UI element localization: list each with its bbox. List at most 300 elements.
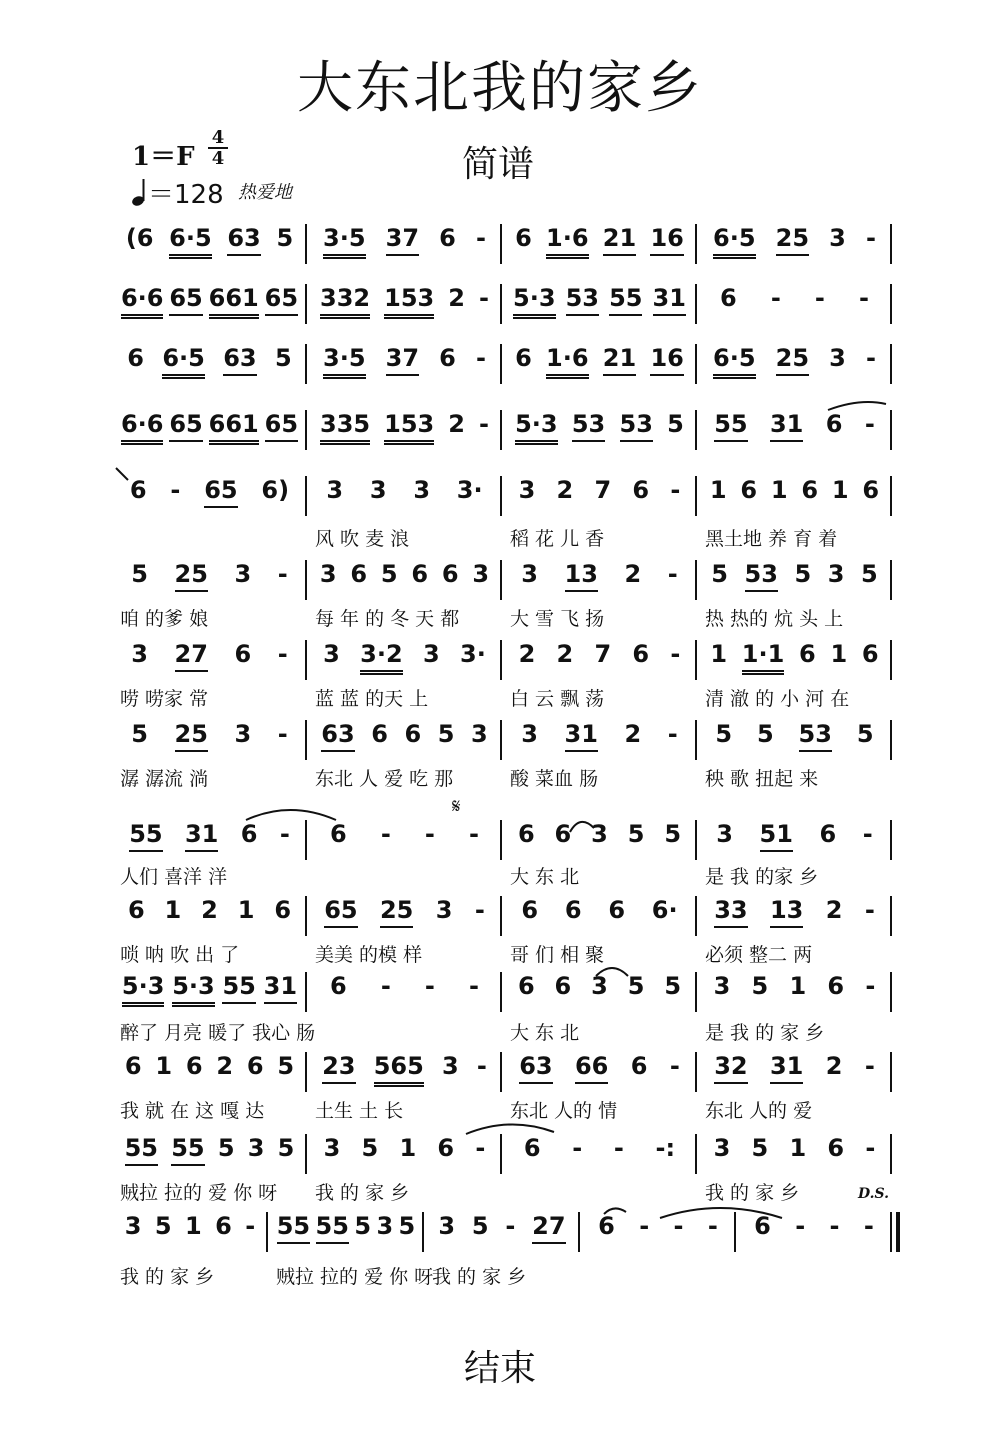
note: 2 [216,1052,234,1080]
note: - [795,1212,806,1240]
note: 21 [603,222,636,256]
note: 6 [234,640,252,668]
barline [305,284,307,324]
note: - [478,284,489,312]
note: 6·6 [121,408,164,445]
note: - [865,344,876,372]
note: 1 [155,1052,173,1080]
note: 27 [532,1210,565,1244]
note: 5 [794,560,812,588]
barline [500,896,502,936]
lyric-phrase: 大 东 北 [510,1022,580,1044]
lyric-phrase: 风 吹 麦 浪 [315,528,410,550]
end-label: 结束 [463,1348,536,1389]
note: - [858,284,869,312]
note: 53 [572,408,605,442]
lyric-phrase: 清 澈 的 小 河 在 [705,688,850,710]
note: 6 [632,476,650,504]
measure [508,408,691,452]
note: 1 [789,972,807,1000]
note: (6 [125,224,154,252]
barline [305,1052,307,1092]
note: 6 [608,896,626,924]
measure [703,894,886,938]
lyric-phrase: 必须 整二 两 [705,944,813,966]
note: 3 [323,640,340,668]
note: - [865,224,876,252]
note: 23 [322,1050,355,1084]
time-signature-bottom: 4 [211,148,225,169]
lyric-phrase: 潺 潺流 淌 [120,768,209,790]
note: 53 [620,408,653,442]
lyric-phrase: 我 的 家 乡 [705,1182,800,1204]
lyric-phrase: 是 我 的家 乡 [705,866,819,888]
note: 2 [556,640,574,668]
note: 6 [437,1134,455,1162]
note: 3 [423,640,440,668]
measure [313,894,496,938]
note: 5 [627,820,645,848]
barline [695,410,697,450]
note: 2 [624,560,642,588]
note: 6 [523,1134,541,1162]
barline [695,896,697,936]
barline [422,1212,424,1252]
note: - [669,1052,680,1080]
note: 3 [413,476,431,504]
note: - [475,224,486,252]
notation-row [112,894,892,938]
note: 5 [131,560,148,588]
note: 3· [460,640,486,668]
barline [500,344,502,384]
note: 6 [799,640,816,668]
barline [890,720,892,760]
lyrics-row [112,862,892,888]
note: 5 [667,410,684,438]
note: 335 [320,408,370,445]
barline [695,1134,697,1174]
notation-row [112,282,892,326]
note: 5 [751,1134,769,1162]
note: 661 [209,408,259,445]
note: 31 [565,718,598,752]
note: - [170,476,181,504]
measure [703,342,886,386]
note: 5 [715,720,733,748]
note: - [478,410,489,438]
note: 6·5 [162,342,205,379]
note: 3 [591,820,608,848]
note: 1 [831,476,849,504]
note: - [277,720,288,748]
note: 6 [517,820,535,848]
note: 6 [124,1052,142,1080]
barline [305,560,307,600]
note: 3 [827,560,845,588]
lyric-phrase: 热 热的 炕 头 上 [705,608,844,630]
note: 5 [751,972,769,1000]
note: 2 [825,896,843,924]
measure [313,970,496,1014]
note: 565 [374,1050,424,1087]
notation-row [112,970,892,1014]
note: - [474,896,485,924]
note: 3 [435,896,453,924]
note: 5 [131,720,148,748]
note: 6 [240,820,258,848]
note: 153 [384,408,434,445]
note: 63 [321,718,354,752]
measure [742,1210,886,1254]
lyrics-row [112,604,892,630]
measure [430,1210,574,1254]
measure [118,1210,262,1254]
note: 1 [709,476,727,504]
lyric-phrase: 蓝 蓝 的天 上 [315,688,429,710]
measure [118,222,301,266]
note: 6 [215,1212,232,1240]
measure [313,1132,496,1176]
barline [305,972,307,1012]
time-signature [206,128,230,168]
measure [118,818,301,862]
lyric-phrase: 东北 人的 爱 [705,1100,813,1122]
measure [508,970,691,1014]
final-barline [890,1212,900,1252]
lyric-phrase: 酸 菜血 肠 [510,768,599,790]
measure [313,718,496,762]
note: 6·5 [713,342,756,379]
lyric-phrase: 人们 喜洋 洋 [120,866,228,888]
note: - [639,1212,650,1240]
note: 5 [361,1134,379,1162]
lyric-phrase: 我 的 家 乡 [432,1266,527,1288]
notation-row [112,1050,892,1094]
note: 1 [789,1134,807,1162]
note: 16 [650,222,683,256]
note: 6 [330,820,347,848]
note: - [864,1052,875,1080]
note: 5 [380,560,398,588]
note: - [468,972,479,1000]
note: 3·5 [323,342,366,379]
lyric-phrase: 东北 人的 情 [510,1100,618,1122]
note: 2 [624,720,642,748]
note: - [468,820,479,848]
barline [500,1052,502,1092]
lyric-phrase: 稻 花 儿 香 [510,528,605,550]
notation-row [112,222,892,266]
note: 6 [720,284,737,312]
note: 6 [274,896,292,924]
measure [313,1050,496,1094]
note: 32 [714,1050,747,1084]
measure [118,342,301,386]
note: 2 [448,410,465,438]
note: 2 [448,284,465,312]
notation-row [112,638,892,682]
measure [274,1210,418,1254]
note: 5 [756,720,774,748]
barline [890,560,892,600]
note: -: [655,1134,676,1162]
note: 3· [456,476,483,504]
note: 3 [323,1134,341,1162]
lyric-phrase: 我 的 家 乡 [315,1182,410,1204]
measure [703,970,886,1014]
note: 2 [825,1052,843,1080]
note: 661 [209,282,259,319]
note: 6 [350,560,368,588]
note: 7 [594,640,612,668]
measure [703,1050,886,1094]
barline [890,1052,892,1092]
note: 6 [129,476,147,504]
note: 6 [862,476,880,504]
barline [305,896,307,936]
barline [695,344,697,384]
note: 3·2 [360,638,403,675]
barline [305,820,307,860]
note: 25 [175,558,208,592]
measure [313,474,496,518]
note: - [864,896,875,924]
measure [118,718,301,762]
measure [118,474,301,518]
barline [890,640,892,680]
notation-row [112,474,892,518]
note: 63 [519,1050,552,1084]
note: 5 [856,720,874,748]
note: 6 [515,344,532,372]
lyric-phrase: 唢 呐 吹 出 了 [120,944,240,966]
notation-row [112,558,892,602]
note: - [424,972,435,1000]
barline [890,820,892,860]
note: 3 [716,820,733,848]
note: 3 [442,1052,459,1080]
barline [305,344,307,384]
note: 3 [521,720,538,748]
note: 2 [518,640,536,668]
note: 1·1 [742,638,785,675]
note: 3 [470,720,488,748]
note: 3 [472,560,490,588]
note: 6 [521,896,539,924]
note: - [863,1212,874,1240]
note: 6 [517,972,535,1000]
barline [734,1212,736,1252]
barline [695,972,697,1012]
note: 55 [277,1210,310,1244]
note: 5·3 [172,970,215,1007]
lyric-phrase: 咱 的爹 娘 [120,608,209,630]
barline [890,224,892,264]
note: 16 [650,342,683,376]
measure [313,342,496,386]
note: 3 [319,560,337,588]
note: - [814,284,825,312]
barline [695,224,697,264]
barline [500,476,502,516]
lyrics-row [112,1096,892,1122]
barline [500,820,502,860]
lyric-phrase: 黑土地 养 育 着 [705,528,838,550]
note: 6 [554,972,572,1000]
note: - [277,560,288,588]
note: 5 [275,344,292,372]
note: - [862,820,873,848]
note: - [667,720,678,748]
measure [313,222,496,266]
barline [890,476,892,516]
barline [890,284,892,324]
note: 1 [237,896,255,924]
note: 6 [515,224,532,252]
note: 5 [437,720,455,748]
measure [118,408,301,452]
note: 5 [354,1212,372,1240]
note: 6 [632,640,650,668]
measure [118,558,301,602]
note: 5·3 [515,408,558,445]
barline [890,1134,892,1174]
barline [500,1134,502,1174]
note: 3 [518,476,536,504]
note: 6 [441,560,459,588]
note: - [505,1212,516,1240]
note: 2 [556,476,574,504]
measure [508,1050,691,1094]
note: 6 [819,820,837,848]
note: 5 [277,1134,295,1162]
measure [118,1132,301,1176]
note: 3 [713,1134,731,1162]
note: - [476,1052,487,1080]
lyric-phrase: 贼拉 拉的 爱 你 呀 [276,1266,434,1288]
note: 6 [564,896,582,924]
note: 65 [204,474,237,508]
note: - [865,1134,876,1162]
note: 3 [131,640,148,668]
note: 31 [770,408,803,442]
measure [508,818,691,862]
note: 65 [265,282,298,316]
lyric-phrase: 土生 土 长 [315,1100,404,1122]
note: 6 [404,720,422,748]
note: 3 [376,1212,394,1240]
note: - [667,560,678,588]
note: 6 [825,410,843,438]
note: 25 [776,222,809,256]
barline [305,720,307,760]
note: - [865,972,876,1000]
note: - [829,1212,840,1240]
note: 3 [829,224,846,252]
measure [703,638,886,682]
measure [508,1132,691,1176]
note: - [707,1212,718,1240]
lyric-phrase: 秧 歌 扭起 来 [705,768,819,790]
lyrics-row [112,764,892,790]
note: - [670,476,681,504]
note: 5 [664,820,682,848]
measure [118,282,301,326]
note: 1 [399,1134,417,1162]
ds-marking: D.S. [858,1186,890,1202]
note: - [613,1134,624,1162]
note: 55 [609,282,642,316]
note: 6 [246,1052,264,1080]
notation-row [112,718,892,762]
measure [508,222,691,266]
note: 6) [261,476,290,504]
measure [508,894,691,938]
note: - [277,640,288,668]
lyrics-row [112,940,892,966]
note: 33 [714,894,747,928]
note: 6·5 [713,222,756,259]
lyric-phrase: 我 的 家 乡 [120,1266,215,1288]
measure [703,222,886,266]
note: 6·6 [121,282,164,319]
note: 53 [566,282,599,316]
barline [305,410,307,450]
expression-marking: 热爱地 [238,182,292,203]
note: 31 [185,818,218,852]
lyric-phrase: 是 我 的 家 乡 [705,1022,825,1044]
note: 55 [316,1210,349,1244]
barline [500,224,502,264]
note: 37 [386,342,419,376]
barline [890,896,892,936]
measure [703,474,886,518]
note: 1·6 [546,342,589,379]
lyric-phrase: 白 云 飘 荡 [510,688,605,710]
barline [695,284,697,324]
note: 5 [471,1212,489,1240]
measure [508,718,691,762]
note: 3 [591,972,608,1000]
note: 13 [565,558,598,592]
note: 25 [776,342,809,376]
note: 63 [227,222,260,256]
note: 5 [627,972,645,1000]
note: 153 [384,282,434,319]
note: 5 [154,1212,172,1240]
measure [313,282,496,326]
note: 5 [860,560,878,588]
measure [508,342,691,386]
note: 65 [169,408,202,442]
note: 3 [369,476,387,504]
note: 55 [171,1132,204,1166]
lyric-phrase: 大 雪 飞 扬 [510,608,605,630]
quarter-note-icon [132,177,148,214]
note: 1·6 [546,222,589,259]
note: 3 [326,476,344,504]
note: 1 [770,476,788,504]
measure [313,558,496,602]
measure [703,558,886,602]
barline [695,720,697,760]
note: - [673,1212,684,1240]
note: 55 [714,408,747,442]
note: 3 [247,1134,265,1162]
measure [118,638,301,682]
lyrics-row [112,1018,892,1044]
